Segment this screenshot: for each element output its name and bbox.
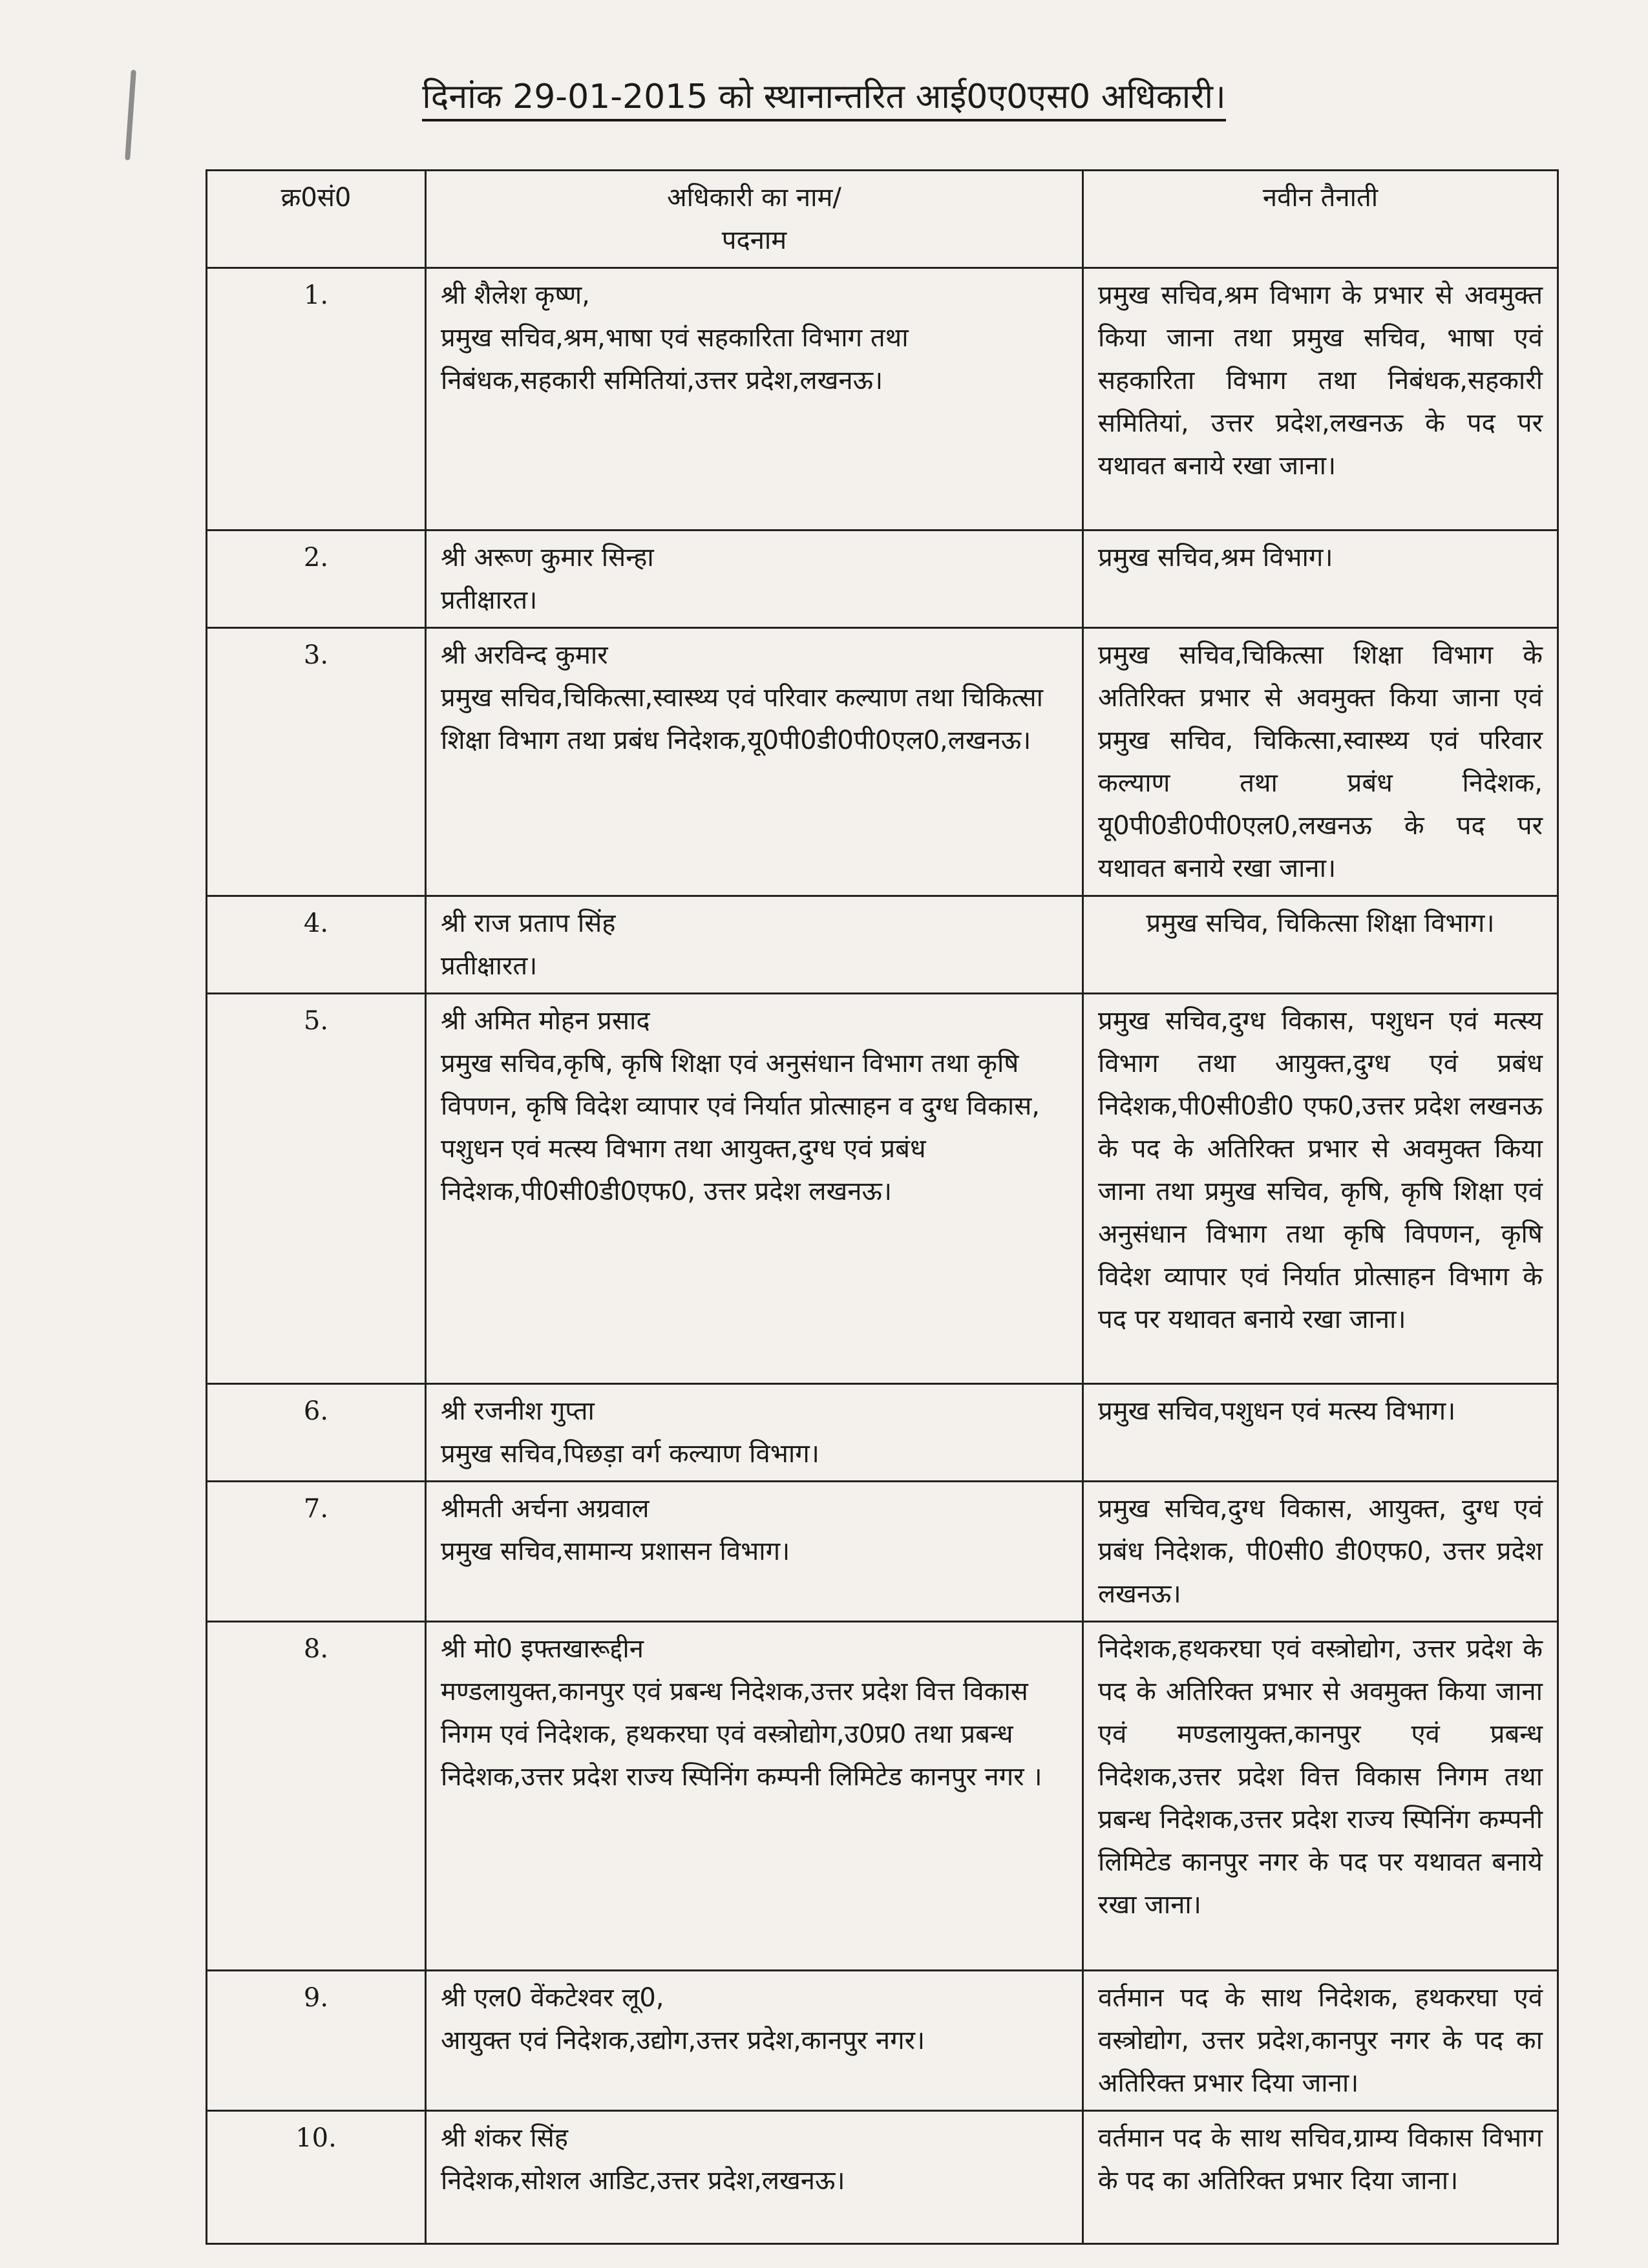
table-row: [207, 628, 1558, 896]
row-officer: [426, 994, 1083, 1384]
row-officer: [426, 268, 1083, 530]
header-row: [207, 171, 1558, 268]
row-posting: वर्तमान पद के साथ सचिव,ग्राम्य विकास विभाग के पद का अतिरिक्त प्रभार दिया जाना।: [1083, 2111, 1558, 2244]
row-posting: प्रमुख सचिव,दुग्ध विकास, पशुधन एवं मत्स्य विभाग तथा आयुक्त,दुग्ध एवं प्रबंध निदेशक,पी0सी0डी0 एफ0,उत्तर प्रदेश लखनऊ के पद के अतिरिक्त प्रभार से अवमुक्त किया जाना तथा प्रमुख सचिव, कृषि, कृषि शिक्षा एवं अनुसंधान विभाग तथा कृषि विपणन, कृषि विदेश व्यापार एवं निर्यात प्रोत्साहन विभाग के पद पर यथावत बनाये रखा जाना।: [1083, 994, 1558, 1384]
officer-designation: निदेशक,सोशल आडिट,उत्तर प्रदेश,लखनऊ।: [441, 2166, 845, 2196]
row-posting: प्रमुख सचिव,दुग्ध विकास, आयुक्त, दुग्ध एवं प्रबंध निदेशक, पी0सी0 डी0एफ0, उत्तर प्रदेश लखनऊ।: [1083, 1482, 1558, 1622]
officer-designation: मण्डलायुक्त,कानपुर एवं प्रबन्ध निदेशक,उत्तर प्रदेश वित्त विकास निगम एवं निदेशक, हथकरघा एवं वस्त्रोद्योग,उ0प्र0 तथा प्रबन्ध निदेशक,उत्तर प्रदेश राज्य स्पिनिंग कम्पनी लिमिटेड कानपुर नगर ।: [441, 1677, 1042, 1792]
table-row: [207, 994, 1558, 1384]
officer-designation: प्रमुख सचिव,पिछड़ा वर्ग कल्याण विभाग।: [441, 1439, 819, 1469]
officer-designation: प्रमुख सचिव,सामान्य प्रशासन विभाग।: [441, 1537, 790, 1566]
table-row: [207, 2111, 1558, 2244]
table-row: [207, 1971, 1558, 2111]
officer-name: श्री अरविन्द कुमार: [441, 640, 608, 670]
row-serial: 3.: [207, 628, 426, 896]
officer-name: श्री एल0 वेंकटेश्वर लू0,: [441, 1983, 664, 2013]
table-row: [207, 1622, 1558, 1971]
row-serial: 10.: [207, 2111, 426, 2244]
header-officer-line2: पदनाम: [721, 226, 787, 255]
row-officer: [426, 1482, 1083, 1622]
row-serial: 4.: [207, 896, 426, 994]
officer-name: श्री शंकर सिंह: [441, 2123, 569, 2153]
row-serial: 8.: [207, 1622, 426, 1971]
transfer-table: [206, 169, 1559, 2245]
officer-name: श्रीमती अर्चना अग्रवाल: [441, 1494, 650, 1524]
officer-designation: प्रमुख सचिव,चिकित्सा,स्वास्थ्य एवं परिवार कल्याण तथा चिकित्सा शिक्षा विभाग तथा प्रबंध निदेशक,यू0पी0डी0पी0एल0,लखनऊ।: [441, 683, 1044, 755]
table-row: [207, 1384, 1558, 1482]
page-title-text: दिनांक 29-01-2015 को स्थानान्तरित आई0ए0एस0 अधिकारी।: [422, 78, 1225, 121]
officer-designation: आयुक्त एवं निदेशक,उद्योग,उत्तर प्रदेश,कानपुर नगर।: [441, 2026, 925, 2055]
officer-designation: प्रमुख सचिव,कृषि, कृषि शिक्षा एवं अनुसंधान विभाग तथा कृषि विपणन, कृषि विदेश व्यापार एवं निर्यात प्रोत्साहन व दुग्ध विकास, पशुधन एवं मत्स्य विभाग तथा आयुक्त,दुग्ध एवं प्रबंध निदेशक,पी0सी0डी0एफ0, उत्तर प्रदेश लखनऊ।: [441, 1049, 1040, 1206]
row-posting: प्रमुख सचिव,पशुधन एवं मत्स्य विभाग।: [1083, 1384, 1558, 1482]
row-posting: प्रमुख सचिव,श्रम विभाग के प्रभार से अवमुक्त किया जाना तथा प्रमुख सचिव, भाषा एवं सहकारिता विभाग तथा निबंधक,सहकारी समितियां, उत्तर प्रदेश,लखनऊ के पद पर यथावत बनाये रखा जाना।: [1083, 268, 1558, 530]
row-serial: 9.: [207, 1971, 426, 2111]
officer-designation: प्रतीक्षारत।: [441, 951, 538, 981]
table-row: [207, 530, 1558, 628]
row-officer: [426, 896, 1083, 994]
table-body: [207, 268, 1558, 2244]
header-officer: [426, 171, 1083, 268]
row-officer: [426, 1622, 1083, 1971]
row-officer: [426, 2111, 1083, 2244]
row-posting: प्रमुख सचिव, चिकित्सा शिक्षा विभाग।: [1083, 896, 1558, 994]
row-serial: 6.: [207, 1384, 426, 1482]
row-serial: 1.: [207, 268, 426, 530]
officer-name: श्री अरूण कुमार सिन्हा: [441, 543, 654, 572]
header-serial: क्र0सं0: [207, 171, 426, 268]
header-officer-line1: अधिकारी का नाम/: [667, 183, 841, 213]
header-posting: नवीन तैनाती: [1083, 171, 1558, 268]
row-posting: वर्तमान पद के साथ निदेशक, हथकरघा एवं वस्त्रोद्योग, उत्तर प्रदेश,कानपुर नगर के पद का अतिरिक्त प्रभार दिया जाना।: [1083, 1971, 1558, 2111]
row-serial: 7.: [207, 1482, 426, 1622]
table-header: [207, 171, 1558, 268]
table-row: [207, 1482, 1558, 1622]
officer-name: श्री मो0 इफ्तखारूद्दीन: [441, 1634, 644, 1664]
officer-name: श्री अमित मोहन प्रसाद: [441, 1006, 650, 1036]
table-row: [207, 268, 1558, 530]
row-posting: निदेशक,हथकरघा एवं वस्त्रोद्योग, उत्तर प्रदेश के पद के अतिरिक्त प्रभार से अवमुक्त किया जाना एवं मण्डलायुक्त,कानपुर एवं प्रबन्ध निदेशक,उत्तर प्रदेश वित्त विकास निगम तथा प्रबन्ध निदेशक,उत्तर प्रदेश राज्य स्पिनिंग कम्पनी लिमिटेड कानपुर नगर के पद पर यथावत बनाये रखा जाना।: [1083, 1622, 1558, 1971]
row-serial: 2.: [207, 530, 426, 628]
row-officer: [426, 628, 1083, 896]
officer-designation: प्रमुख सचिव,श्रम,भाषा एवं सहकारिता विभाग तथा निबंधक,सहकारी समितियां,उत्तर प्रदेश,लखनऊ।: [441, 323, 909, 395]
row-officer: [426, 1971, 1083, 2111]
table-row: [207, 896, 1558, 994]
row-officer: [426, 1384, 1083, 1482]
row-officer: [426, 530, 1083, 628]
officer-designation: प्रतीक्षारत।: [441, 585, 538, 615]
row-posting: प्रमुख सचिव,श्रम विभाग।: [1083, 530, 1558, 628]
officer-name: श्री रजनीश गुप्ता: [441, 1396, 595, 1426]
row-posting: प्रमुख सचिव,चिकित्सा शिक्षा विभाग के अतिरिक्त प्रभार से अवमुक्त किया जाना एवं प्रमुख सचिव, चिकित्सा,स्वास्थ्य एवं परिवार कल्याण तथा प्रबंध निदेशक, यू0पी0डी0पी0एल0,लखनऊ के पद पर यथावत बनाये रखा जाना।: [1083, 628, 1558, 896]
officer-name: श्री शैलेश कृष्ण,: [441, 280, 590, 310]
officer-name: श्री राज प्रताप सिंह: [441, 908, 616, 938]
row-serial: 5.: [207, 994, 426, 1384]
page-title: [0, 72, 1648, 121]
